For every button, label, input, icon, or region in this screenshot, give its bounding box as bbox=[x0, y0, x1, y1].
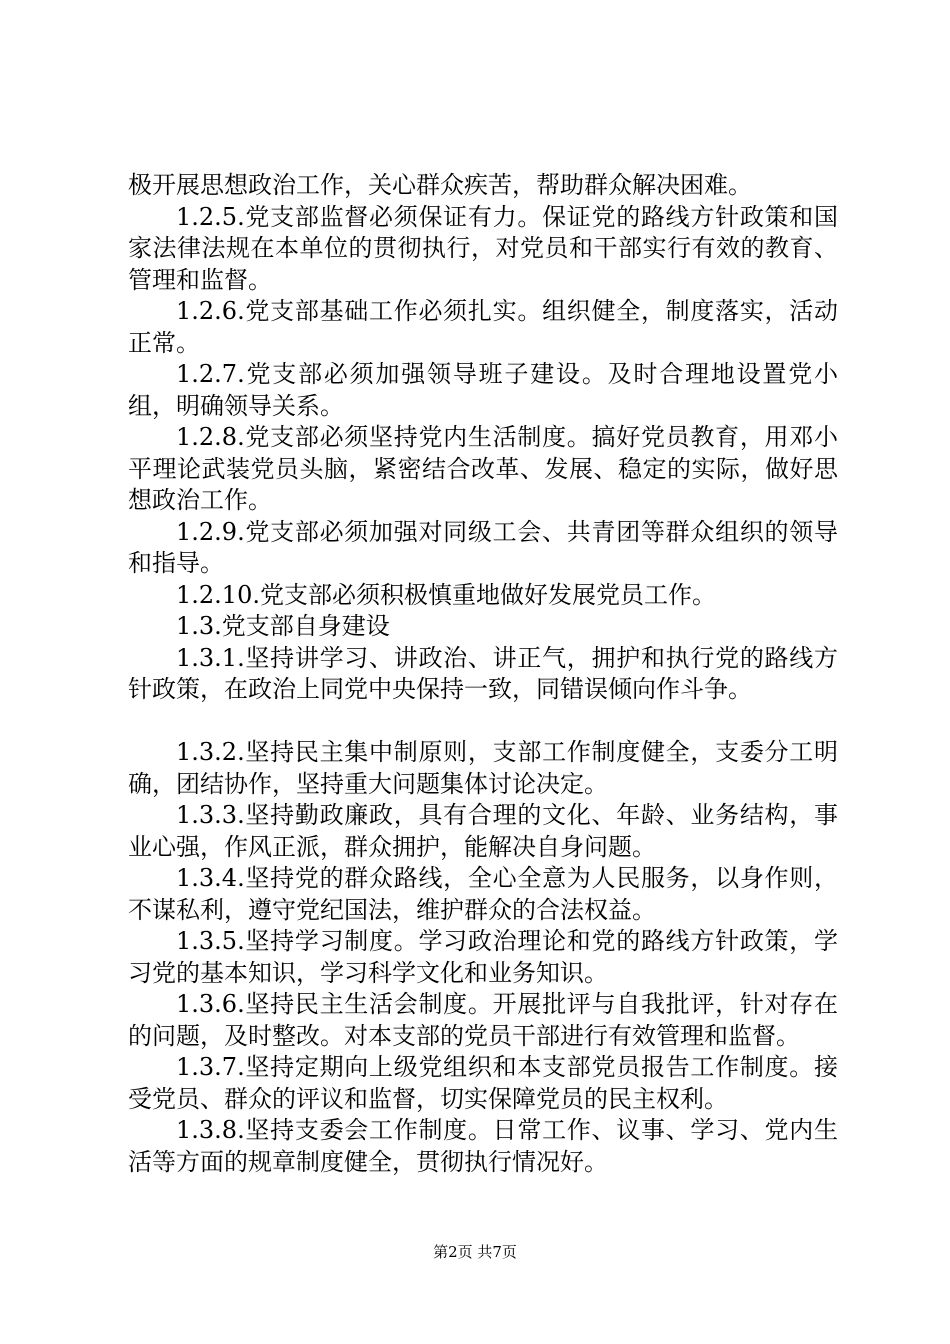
paragraph-1-3-8: 1.3.8.坚持支委会工作制度。日常工作、议事、学习、党内生活等方面的规章制度健全，贯彻执行情况好。 bbox=[128, 1116, 838, 1176]
paragraph-continuation: 极开展思想政治工作，关心群众疾苦，帮助群众解决困难。 bbox=[128, 171, 752, 199]
document-body bbox=[128, 170, 838, 1178]
paragraph-1-3-6: 1.3.6.坚持民主生活会制度。开展批评与自我批评，针对存在的问题，及时整改。对本支部的党员干部进行有效管理和监督。 bbox=[128, 990, 838, 1050]
paragraph-1-2-7: 1.2.7.党支部必须加强领导班子建设。及时合理地设置党小组，明确领导关系。 bbox=[128, 360, 838, 420]
paragraph-1-3-1: 1.3.1.坚持讲学习、讲政治、讲正气，拥护和执行党的路线方针政策，在政治上同党中央保持一致，同错误倾向作斗争。 bbox=[128, 643, 838, 703]
section-heading-1-3: 1.3.党支部自身建设 bbox=[176, 612, 390, 640]
blank-line bbox=[128, 706, 838, 738]
page-number-footer: 第2页 共7页 bbox=[433, 1243, 517, 1261]
paragraph-1-2-10: 1.2.10.党支部必须积极慎重地做好发展党员工作。 bbox=[176, 580, 716, 609]
paragraph-1-3-3: 1.3.3.坚持勤政廉政，具有合理的文化、年龄、业务结构，事业心强，作风正派，群众拥护，能解决自身问题。 bbox=[128, 801, 838, 861]
paragraph-1-3-2: 1.3.2.坚持民主集中制原则，支部工作制度健全，支委分工明确，团结协作，坚持重大问题集体讨论决定。 bbox=[128, 738, 838, 798]
paragraph-1-3-7: 1.3.7.坚持定期向上级党组织和本支部党员报告工作制度。接受党员、群众的评议和监督，切实保障党员的民主权利。 bbox=[128, 1053, 838, 1113]
paragraph-1-2-9: 1.2.9.党支部必须加强对同级工会、共青团等群众组织的领导和指导。 bbox=[128, 517, 838, 577]
paragraph-1-2-5: 1.2.5.党支部监督必须保证有力。保证党的路线方针政策和国家法律法规在本单位的贯彻执行，对党员和干部实行有效的教育、管理和监督。 bbox=[128, 202, 838, 294]
paragraph-1-2-6: 1.2.6.党支部基础工作必须扎实。组织健全，制度落实，活动正常。 bbox=[128, 297, 838, 357]
paragraph-1-2-8: 1.2.8.党支部必须坚持党内生活制度。搞好党员教育，用邓小平理论武装党员头脑，紧密结合改革、发展、稳定的实际，做好思想政治工作。 bbox=[128, 423, 838, 514]
paragraph-1-3-4: 1.3.4.坚持党的群众路线，全心全意为人民服务，以身作则，不谋私利，遵守党纪国法，维护群众的合法权益。 bbox=[128, 864, 838, 924]
paragraph-1-3-5: 1.3.5.坚持学习制度。学习政治理论和党的路线方针政策，学习党的基本知识，学习科学文化和业务知识。 bbox=[128, 927, 838, 987]
